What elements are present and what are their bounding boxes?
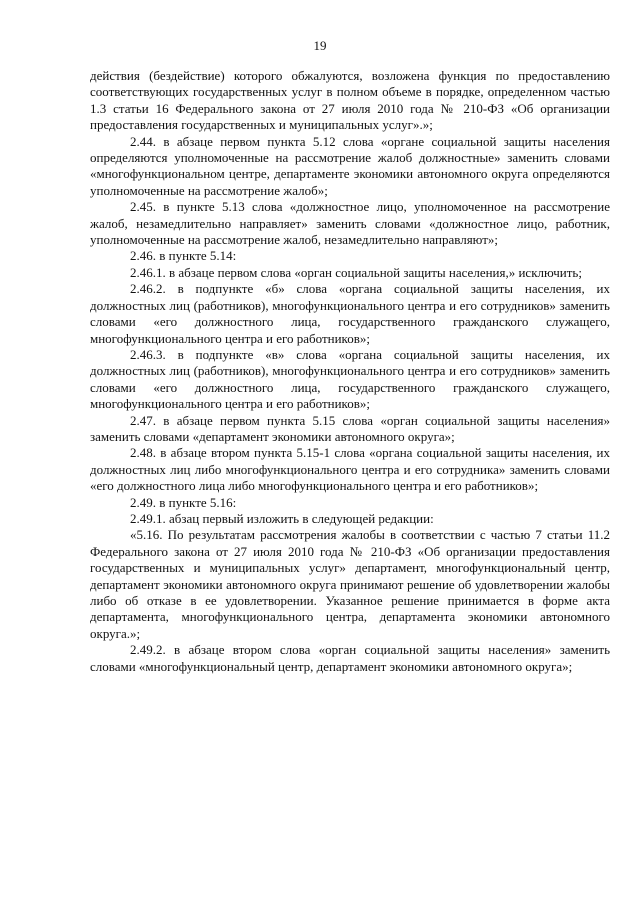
paragraph-5-16-quote: «5.16. По результатам рассмотрения жалобы в соответствии с частью 7 статьи 11.2 Федерального закона от 27 июля 2010 года № 210-ФЗ «Об организации предоставления государственных и муниципальных услуг» департамент, многофункциональный центр, департамент экономики автономного округа принимают решение об удовлетворении жалобы либо об отказе в ее удовлетворении. Указанное решение принимается в форме акта департамента, многофункционального центра, департамента экономики автономного округа.»;: [90, 527, 610, 641]
paragraph-2-46-3: 2.46.3. в подпункте «в» слова «органа социальной защиты населения, их должностных лиц (работников), многофункционального центра и его сотрудников» заменить словами «его должностного лица, государственного гражданского служащего, многофункционального центра и его работников»;: [90, 346, 610, 412]
paragraph-2-46: 2.46. в пункте 5.14:: [130, 248, 237, 264]
document-body: [90, 68, 610, 675]
paragraph-2-44: 2.44. в абзаце первом пункта 5.12 слова «органе социальной защиты населения определяются уполномоченные на рассмотрение жалоб должностные» заменить словами «многофункциональном центре, департаменте экономики автономного округа определяются уполномоченные на рассмотрение жалоб»;: [90, 133, 610, 198]
paragraph-2-49-2: 2.49.2. в абзаце втором слова «орган социальной защиты населения» заменить словами «многофункциональный центр, департамент экономики автономного округа»;: [90, 642, 610, 674]
paragraph-2-45: 2.45. в пункте 5.13 слова «должностное лицо, уполномоченное на рассмотрение жалоб, незамедлительно направляет» заменить словами «должностное лицо, работник, уполномоченные на рассмотрение жалоб, незамедлительно направляют»;: [90, 199, 610, 248]
paragraph-2-49-1: 2.49.1. абзац первый изложить в следующей редакции:: [130, 510, 434, 526]
paragraph-2-46-1: 2.46.1. в абзаце первом слова «орган социальной защиты населения,» исключить;: [130, 264, 582, 280]
paragraph-2-49: 2.49. в пункте 5.16:: [130, 494, 237, 510]
page-number: 19: [313, 38, 327, 53]
paragraph-2-48: 2.48. в абзаце втором пункта 5.15-1 слова «органа социальной защиты населения, их должностных лиц либо многофункционального центра и его сотрудника» заменить словами «его должностного лица либо многофункционального центра и его работников»;: [90, 445, 610, 494]
paragraph-2-47: 2.47. в абзаце первом пункта 5.15 слова «орган социальной защиты населения» заменить словами «департамент экономики автономного округа»;: [90, 412, 610, 444]
paragraph-2-46-2: 2.46.2. в подпункте «б» слова «органа социальной защиты населения, их должностных лиц (работников), многофункционального центра и его сотрудников» заменить словами «его должностного лица, государственного гражданского служащего, многофункционального центра и его работников»;: [90, 281, 610, 346]
paragraph-continuation: действия (бездействие) которого обжалуются, возложена функция по предоставлению соответствующих государственных услуг в полном объеме в порядке, определенном частью 1.3 статьи 16 Федерального закона от 27 июля 2010 года № 210-ФЗ «Об организации предоставления государственных и муниципальных услуг».»;: [90, 68, 610, 133]
